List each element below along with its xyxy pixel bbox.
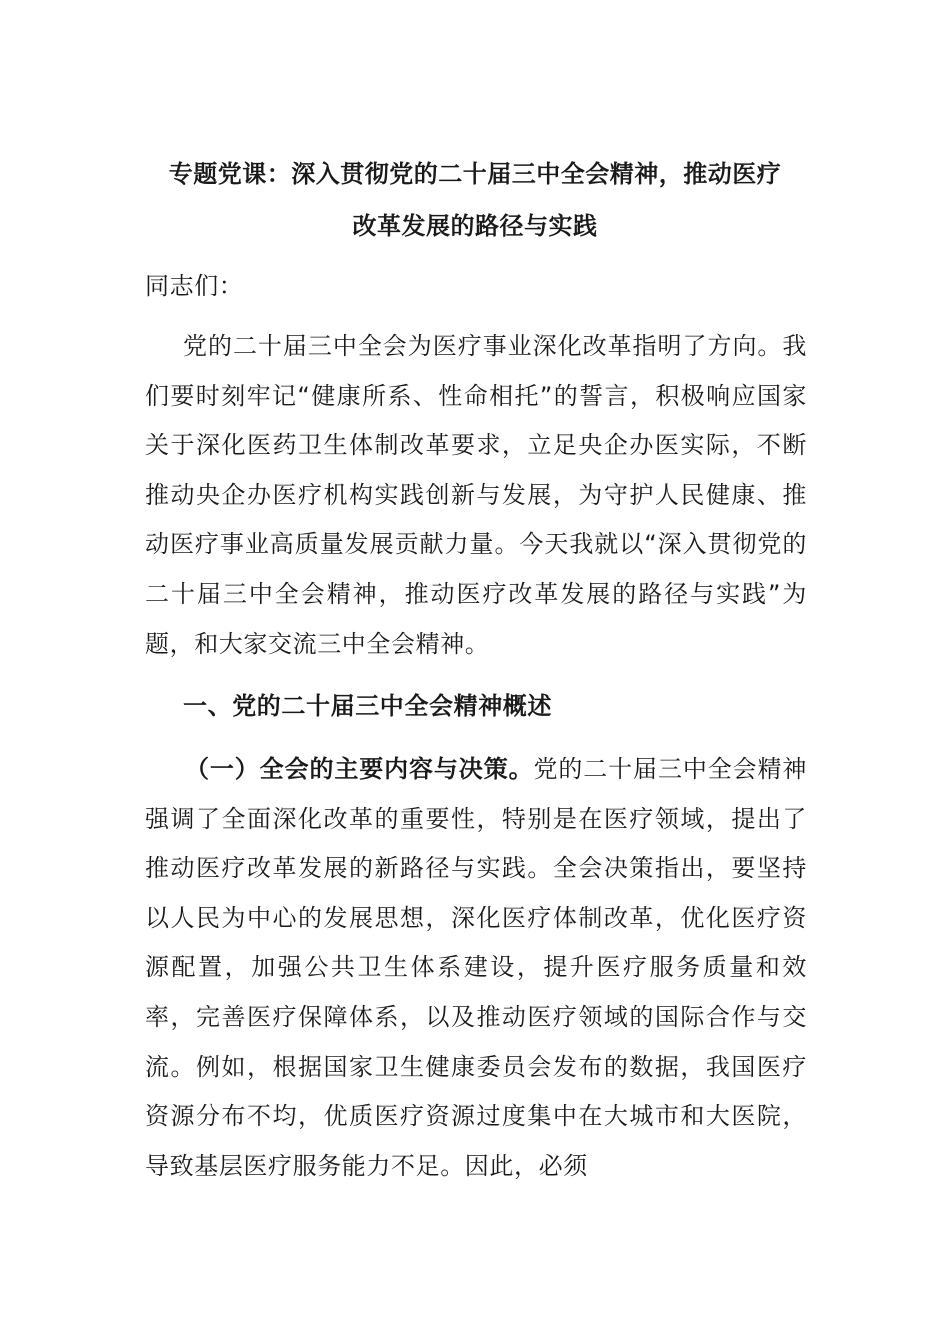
- subsection-paragraph: [145, 745, 807, 1191]
- section-heading: 一、党的二十届三中全会精神概述: [183, 692, 552, 720]
- title-line-1: 专题党课：深入贯彻党的二十届三中全会精神，推动医疗: [168, 160, 782, 188]
- subsection-body: 党的二十届三中全会精神强调了全面深化改革的重要性，特别是在医疗领域，提出了推动医疗改革发展的新路径与实践。全会决策指出，要坚持以人民为中心的发展思想，深化医疗体制改革，优化医疗资源配置，加强公共卫生体系建设，提升医疗服务质量和效率，完善医疗保障体系，以及推动医疗领域的国际合作与交流。例如，根据国家卫生健康委员会发布的数据，我国医疗资源分布不均，优质医疗资源过度集中在大城市和大医院，导致基层医疗服务能力不足。因此，必须: [145, 755, 807, 1180]
- title-line-2: 改革发展的路径与实践: [352, 212, 598, 240]
- subsection-lead: （一）全会的主要内容与决策。: [185, 755, 534, 783]
- intro-paragraph: 党的二十届三中全会为医疗事业深化改革指明了方向。我们要时刻牢记“健康所系、性命相托”的誓言，积极响应国家关于深化医药卫生体制改革要求，立足央企办医实际，不断推动央企办医疗机构实践创新与发展，为守护人民健康、推动医疗事业高质量发展贡献力量。今天我就以“深入贯彻党的二十届三中全会精神，推动医疗改革发展的路径与实践”为题，和大家交流三中全会精神。: [145, 332, 807, 658]
- salutation: 同志们：: [145, 272, 244, 300]
- document-title: [145, 148, 805, 252]
